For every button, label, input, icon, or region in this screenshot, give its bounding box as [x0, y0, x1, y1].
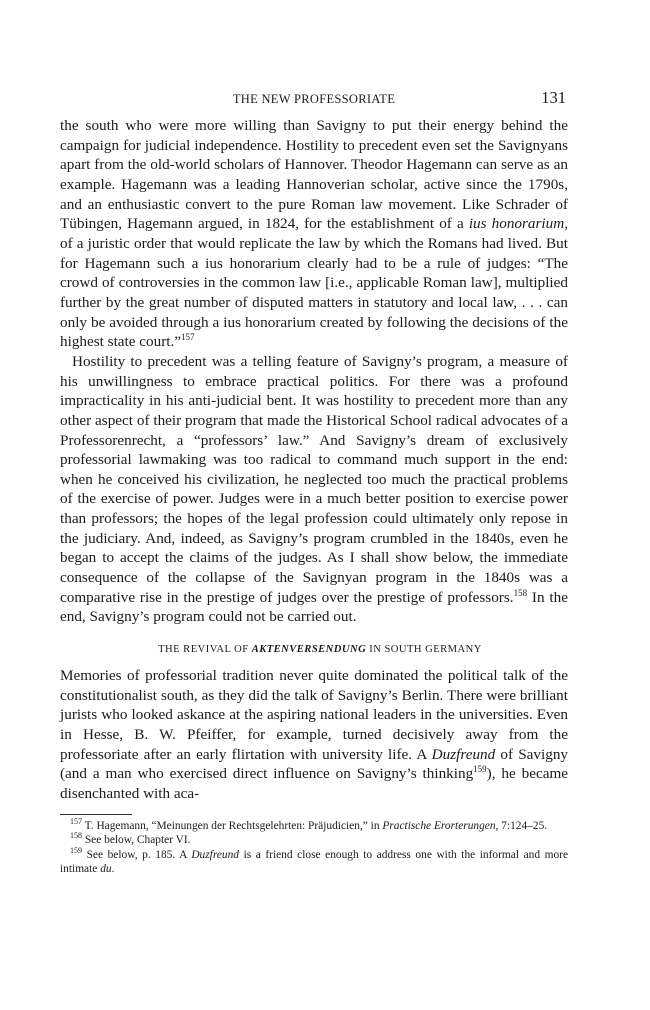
- section-heading-before: THE REVIVAL OF: [158, 644, 252, 656]
- text-run: ), he became disenchanted with aca-: [60, 765, 569, 802]
- text-run: In the end, Savigny’s program could not be carried out.: [60, 588, 568, 626]
- footnote: [60, 816, 568, 834]
- footnote: [60, 848, 568, 877]
- footnotes: [60, 816, 569, 877]
- text-run: is a friend close enough to address one with the informal and more intimate: [60, 848, 569, 876]
- paragraph: [60, 666, 568, 804]
- italic-text: Duzfreund: [431, 745, 496, 763]
- footnote-rule: [60, 814, 132, 815]
- footnote: [60, 833, 568, 848]
- section-heading-after: IN SOUTH GERMANY: [366, 644, 482, 656]
- text-run: of Savigny (and a man who exercised direct influence on Savigny’s thinking: [60, 745, 569, 783]
- footnote-reference: 158: [70, 831, 82, 841]
- text-run: Hostility to precedent was a telling feature of Savigny’s program, a measure of his unwillingness to embrace practical politics. For there was a profound impracticality in his anti-judicial bent. It was hostility to precedent more than any other aspect of their program that made the Historical School radical advocates of a Professorenrecht, a “professors’ law.” And Savigny’s dream of exclusively professorial lawmaking was too radical to command much support in the end: when he conceived his civilization, he neglected too much the practical problems of the exercise of power. Judges were in a much better position to exercise power than professors; the hopes of the legal profession could ultimately only repose in the judiciary. And, indeed, as Savigny’s program crumbled in the 1840s, even he began to accept the claims of the judges. As I shall show below, the immediate consequence of the collapse of the Savignyan program in the 1840s was a comparative rise in the prestige of judges over the prestige of professors.: [60, 352, 568, 606]
- text-run: See below, p. 185. A: [82, 848, 192, 861]
- footnote-reference: 157: [70, 816, 82, 826]
- paragraph: [60, 352, 568, 627]
- running-head: [60, 88, 568, 116]
- footnote-reference: 158: [513, 587, 528, 598]
- section-body: [60, 666, 568, 804]
- text-run: Memories of professorial tradition never quite dominated the political talk of the constitutionalist south, as they did the talk of Savigny’s Berlin. There were brilliant jurists who looked askance at the aspiring national leaders in the universities. Even in Hesse, B. W. Pfeiffer, for example, turned decisively away from the professoriate after an early flirtation with university life. A: [60, 667, 568, 763]
- footnote-reference: 159: [473, 764, 487, 775]
- italic-text: du: [100, 863, 112, 876]
- text-run: T. Hagemann, “Meinungen der Rechtsgelehrten: Präjudicien,” in: [82, 819, 383, 832]
- text-run: , of a juristic order that would replicate the law by which the Romans had lived. But for Hagemann such a ius honorarium clearly had to be a rule of judges: “The crowd of controversies in the common law [i.e., applicable Roman law], multiplied further by the great number of disputed matters in statutory and local law, . . . can only be avoided through a ius honorarium created by following the decisions of the highest state court.”: [60, 215, 569, 351]
- section-heading-italic: AKTENVERSENDUNG: [251, 644, 367, 656]
- footnote-reference: 159: [70, 846, 82, 856]
- italic-text: ius honorarium: [468, 215, 565, 233]
- italic-text: Duzfreund: [191, 848, 239, 861]
- book-page: [60, 88, 568, 877]
- footnote-reference: 157: [181, 332, 195, 343]
- paragraph: [60, 116, 568, 352]
- text-run: See below, Chapter VI.: [82, 834, 191, 847]
- body-text: [60, 116, 568, 627]
- text-run: .: [111, 863, 115, 876]
- text-run: the south who were more willing than Savigny to put their energy behind the campaign for judicial independence. Hostility to precedent even set the Savignyans apart from the old-world scholars of Hannover. Theodor Hagemann can serve as an example. Hagemann was a leading Hannoverian scholar, active since the 1790s, and an enthusiastic convert to the pure Roman law movement. Like Schrader of Tübingen, Hagemann argued, in 1824, for the establishment of a: [60, 117, 568, 233]
- page-number: 131: [541, 88, 566, 107]
- section-heading: [60, 644, 568, 655]
- text-run: , 7:124–25.: [495, 819, 548, 832]
- italic-text: Practische Erorterungen: [382, 819, 496, 832]
- running-title: THE NEW PROFESSORIATE: [232, 92, 396, 106]
